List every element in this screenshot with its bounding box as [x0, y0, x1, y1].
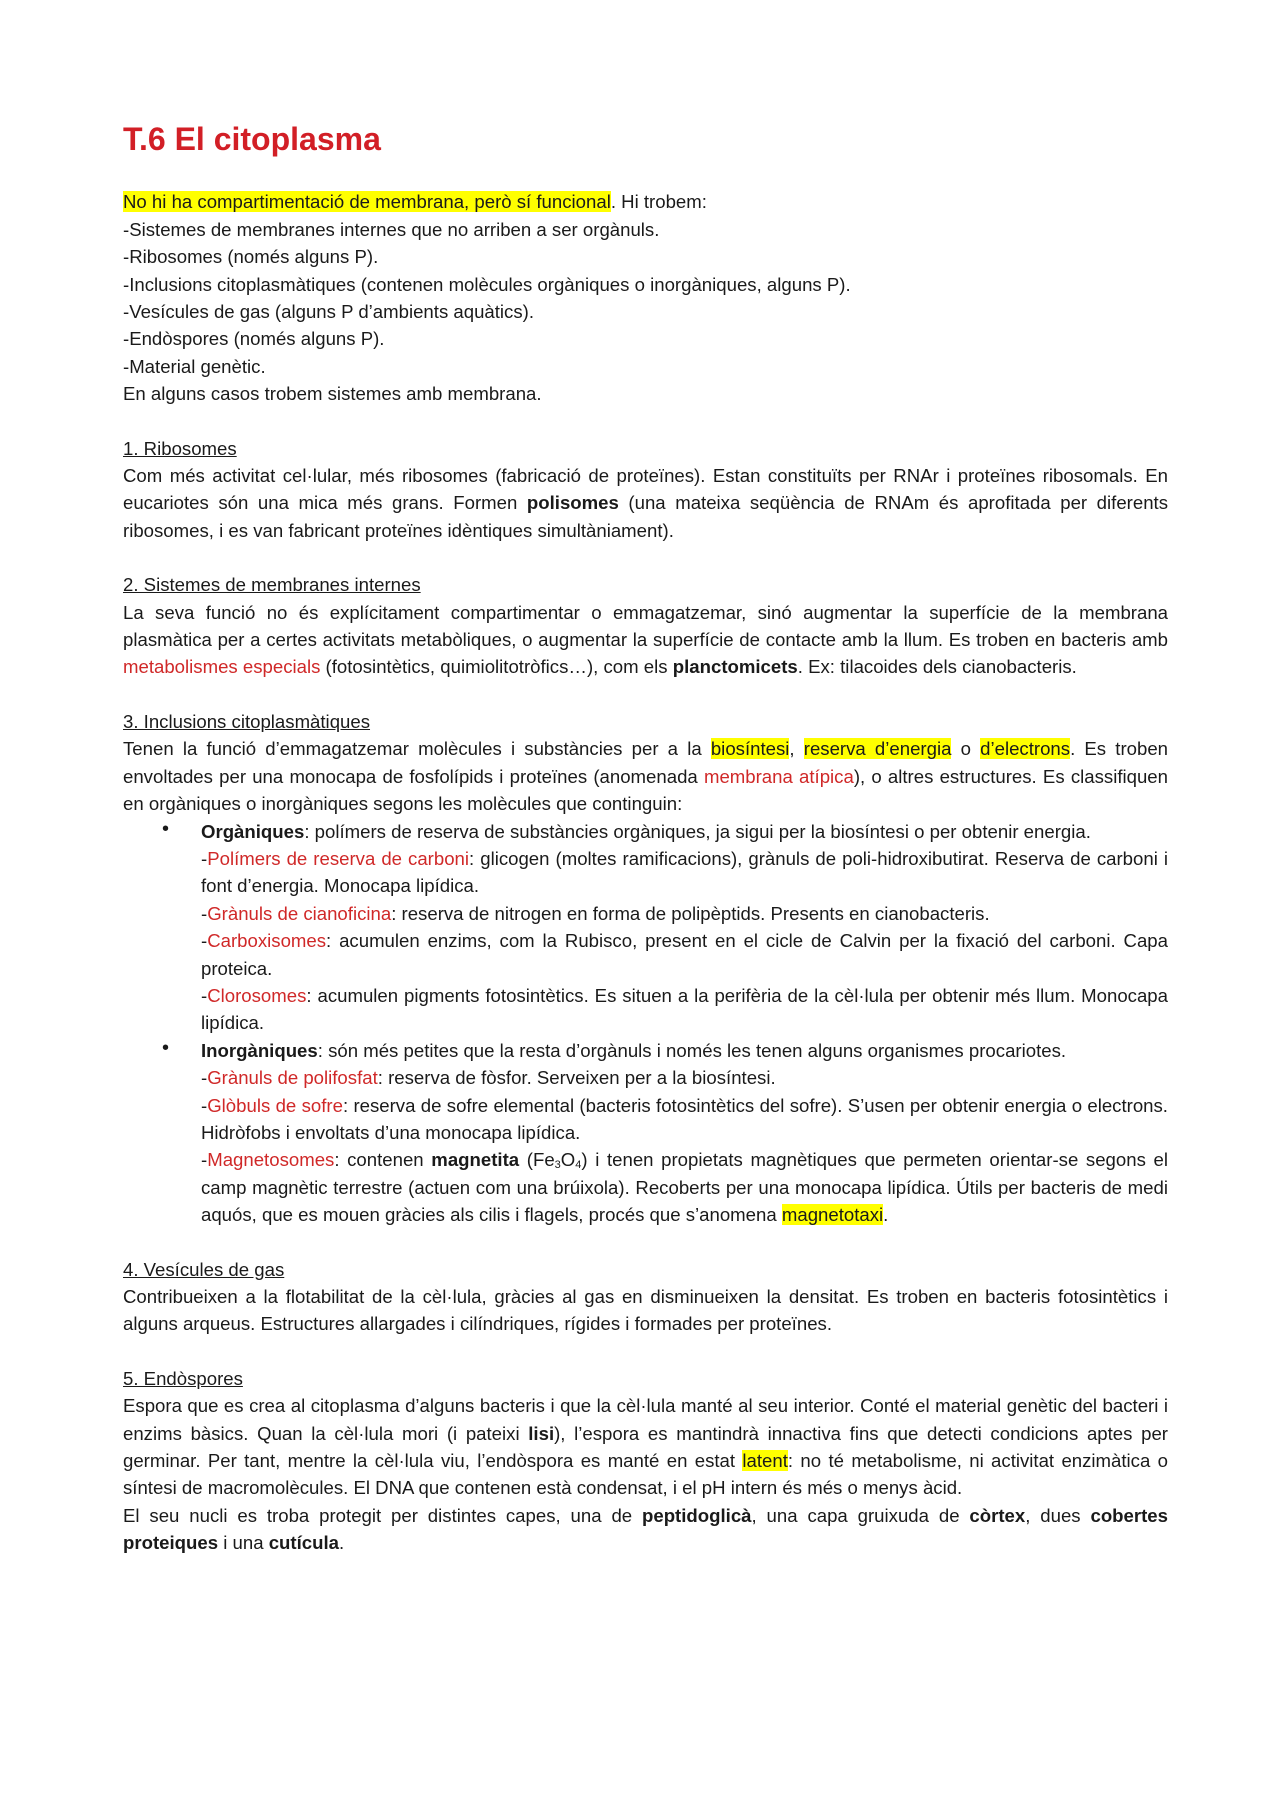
text-run: ), o altres estructures. Es classifiquen en orgàniques o inorgàniques segons les molècules que continguin: [123, 765, 1168, 815]
sub-item: -Grànuls de polifosfat: reserva de fòsfor. Serveixen per a la biosíntesi. [201, 1067, 776, 1089]
highlight-term: magnetotaxi [781, 1204, 884, 1226]
bullet-list [123, 818, 1168, 1229]
bold-term: còrtex [969, 1504, 1026, 1526]
bullet-lead [201, 818, 1168, 845]
text-run: : polímers de reserva de substàncies orgàniques, ja sigui per la biosíntesi o per obtenir energia. [304, 820, 1091, 842]
section-heading: 1. Ribosomes [123, 437, 237, 459]
section-ribosomes [123, 435, 1168, 545]
bullet-lead [201, 1037, 1168, 1064]
bold-term: polisomes [526, 492, 619, 514]
bullet-organiques [123, 818, 1168, 1037]
red-term: Clorosomes [207, 984, 307, 1006]
intro-highlight: No hi ha compartimentació de membrana, però sí funcional [123, 191, 611, 213]
intro-item: -Material genètic. [123, 355, 266, 377]
text-run: Com més activitat cel·lular, més ribosomes (fabricació de proteïnes). Estan constituïts per RNAr i proteïnes ribosomals. En eucariotes són una mica més grans. Formen [123, 465, 1168, 514]
intro-item: -Inclusions citoplasmàtiques (contenen molècules orgàniques o inorgàniques, alguns P). [123, 273, 851, 295]
text-run: ) i tenen propietats magnètiques que permeten orientar-se segons el camp magnètic terrestre (actuen com una brúixola). Recoberts per una monocapa lipídica. Útils per bacteris de medi aquós, que es mouen gràcies als cilis i flagels, procés que s’anomena [201, 1149, 1168, 1226]
text-run: , [789, 738, 804, 760]
formula-part: O [560, 1149, 576, 1171]
highlight-term: latent [742, 1450, 788, 1472]
section-paragraph [123, 599, 1168, 681]
section-heading: 3. Inclusions citoplasmàtiques [123, 710, 371, 732]
bold-term: Orgàniques [201, 820, 305, 842]
bold-term: cutícula [268, 1532, 339, 1554]
text-run: : reserva de sofre elemental (bacteris fotosintètics del sofre). S’usen per obtenir energia o electrons. Hidròfobs i envoltats d’una monocapa lipídica. [201, 1094, 1168, 1143]
text-run: Espora que es crea al citoplasma d’alguns bacteris i que la cèl·lula manté al seu interior. Conté el material genètic del bacteri i enzims bàsics. Quan la cèl·lula mori (i pateixi [123, 1395, 1168, 1444]
text-run: ), l’espora es mantindrà innactiva fins que detecti condicions aptes per germinar. Per tant, mentre la cèl·lula viu, l’endòspora es manté en estat [123, 1422, 1168, 1472]
text-run: El seu nucli es troba protegit per distintes capes, una de [123, 1504, 642, 1526]
red-term: membrana atípica [703, 765, 854, 787]
text-run: . [338, 1532, 345, 1554]
intro-rest: . Hi trobem: [610, 191, 707, 213]
text-run: : glicogen (moltes ramificacions), grànuls de poli-hidroxibutirat. Reserva de carboni i font d’energia. Monocapa lipídica. [201, 847, 1168, 897]
text-run: (fotosintètics, quimiolitotròfics…), com els [320, 656, 673, 678]
bold-term: cobertes proteiques [123, 1504, 1168, 1554]
highlight-term: d’electrons [980, 738, 1071, 760]
sub-item: -Clorosomes: acumulen pigments fotosintètics. Es situen a la perifèria de la cèl·lula per obtenir més llum. Monocapa lipídica. [201, 984, 1168, 1034]
text-run: : són més petites que la resta d’orgànuls i només les tenen alguns organismes procariotes. [317, 1039, 1067, 1061]
sub-item: -Carboxisomes: acumulen enzims, com la Rubisco, present en el cicle de Calvin per la fixació del carboni. Capa proteica. [201, 930, 1168, 979]
red-term: Carboxisomes [207, 930, 327, 952]
formula-subscript: 4 [575, 1159, 582, 1172]
intro-item: -Endòspores (només alguns P). [123, 328, 385, 350]
intro-item: -Ribosomes (només alguns P). [123, 246, 379, 268]
sub-item: -Glòbuls de sofre: reserva de sofre elemental (bacteris fotosintètics del sofre). S’usen per obtenir energia o electrons. Hidròfobs i envoltats d’una monocapa lipídica. [201, 1094, 1168, 1143]
section-paragraph [123, 735, 1168, 817]
intro-item: -Vesícules de gas (alguns P d’ambients aquàtics). [123, 301, 535, 323]
page-title: T.6 El citoplasma [123, 121, 381, 157]
section-paragraph [123, 1502, 1168, 1557]
bold-term: Inorgàniques [201, 1039, 318, 1061]
section-membranes [123, 571, 1168, 681]
section-endospores [123, 1365, 1168, 1557]
section-paragraph: Contribueixen a la flotabilitat de la cèl·lula, gràcies al gas en disminueixen la densitat. Es troben en bacteris fotosintètics i alguns arqueus. Estructures allargades i cilíndriques, rígides i formades per proteïnes. [123, 1286, 1168, 1335]
text-run: : contenen [334, 1149, 432, 1171]
red-term: Polímers de reserva de carboni [207, 847, 470, 869]
section-heading: 4. Vesícules de gas [123, 1258, 285, 1280]
sub-item: -Polímers de reserva de carboni: glicogen (moltes ramificacions), grànuls de poli-hidroxibutirat. Reserva de carboni i font d’energia. Monocapa lipídica. [201, 847, 1168, 897]
red-term: metabolismes especials [123, 656, 321, 678]
red-term: Glòbuls de sofre [207, 1094, 343, 1116]
bullet-inorganiques [123, 1037, 1168, 1229]
section-gas-vesicles [123, 1256, 1168, 1338]
section-paragraph [123, 462, 1168, 544]
text-run: : no té metabolisme, ni activitat enzimàtica o síntesi de macromolècules. El DNA que contenen està condensat, i el pH intern és més o menys àcid. [123, 1450, 1169, 1499]
intro-item: -Sistemes de membranes internes que no arriben a ser orgànuls. [123, 218, 660, 240]
text-run: : acumulen pigments fotosintètics. Es situen a la perifèria de la cèl·lula per obtenir més llum. Monocapa lipídica. [201, 984, 1168, 1034]
document-page [123, 120, 1168, 1557]
section-heading: 2. Sistemes de membranes internes [123, 574, 421, 596]
highlight-term: biosíntesi [710, 738, 790, 760]
text-run: (una mateixa seqüència de RNAm és aprofitada per diferents ribosomes, i es van fabricant proteïnes idèntiques simultàniament). [123, 492, 1169, 541]
text-run: : reserva de fòsfor. Serveixen per a la biosíntesi. [377, 1067, 776, 1089]
formula-subscript: 3 [554, 1159, 561, 1172]
highlight-term: reserva d’energia [803, 738, 952, 760]
text-run: , dues [1025, 1504, 1091, 1526]
text-run: , una capa gruixuda de [751, 1504, 970, 1526]
bold-term: lisi [528, 1422, 555, 1444]
intro-closing: En alguns casos trobem sistemes amb membrana. [123, 383, 542, 405]
red-term: Grànuls de polifosfat [207, 1067, 378, 1089]
text-run: i una [218, 1532, 269, 1554]
text-run: La seva funció no és explícitament compartimentar o emmagatzemar, sinó augmentar la superfície de la membrana plasmàtica per a certes activitats metabòliques, o augmentar la superfície de contacte amb la llum. Es troben en bacteris amb [123, 601, 1168, 651]
intro-first-line [123, 188, 1168, 215]
bold-term: peptidoglicà [642, 1504, 752, 1526]
red-term: Grànuls de cianoficina [207, 902, 392, 924]
formula-part: (Fe [519, 1149, 555, 1171]
section-paragraph [123, 1392, 1168, 1502]
text-run: o [951, 738, 981, 760]
sub-item: -Grànuls de cianoficina: reserva de nitrogen en forma de polipèptids. Presents en cianobacteris. [201, 902, 990, 924]
section-inclusions [123, 708, 1168, 1229]
text-run: Tenen la funció d’emmagatzemar molècules i substàncies per a la [123, 738, 711, 760]
text-run: . Es troben envoltades per una monocapa de fosfolípids i proteïnes (anomenada [123, 738, 1168, 787]
section-heading: 5. Endòspores [123, 1367, 243, 1389]
intro-block [123, 188, 1168, 407]
text-run: . [883, 1204, 889, 1226]
bold-term: planctomicets [672, 656, 798, 678]
red-term: Magnetosomes [207, 1149, 335, 1171]
text-run: . Ex: tilacoides dels cianobacteris. [797, 656, 1077, 678]
bold-term: magnetita [431, 1149, 520, 1171]
sub-item-magnetosomes: -Magnetosomes: contenen magnetita $(Fe_3O_4)$ i tenen propietats magnètiques que permeten orientar-se segons el camp magnètic terrestre (actuen com una brúixola). Recoberts per una monocapa lipídica. Útils per bacteris de medi aquós, que es mouen gràcies als cilis i flagels, procés que s’anomena magnetotaxi. [201, 1149, 1168, 1226]
text-run: : acumulen enzims, com la Rubisco, present en el cicle de Calvin per la fixació del carboni. Capa proteica. [201, 930, 1168, 979]
text-run: : reserva de nitrogen en forma de polipèptids. Presents en cianobacteris. [391, 902, 990, 924]
